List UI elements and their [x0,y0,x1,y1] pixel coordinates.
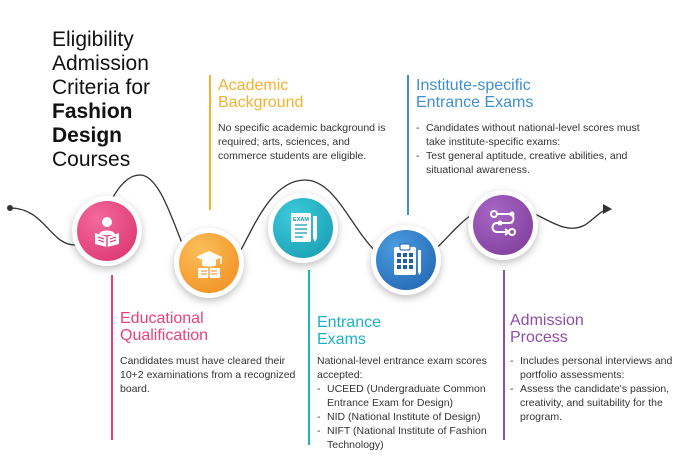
entrance-item: - NIFT (National Institute of Fashion Technology) [317,424,502,452]
exam-icon-label: EXAM [293,217,309,223]
institute-circle [371,225,441,295]
admission-item: - Includes personal interviews and portfolio assessments: [510,354,692,382]
entrance-intro: National-level entrance exam scores accepted: [317,355,487,381]
educational-card [120,310,300,396]
educational-text: Candidates must have cleared their 10+2 examinations from a recognized board. [120,355,296,395]
academic-text: No specific academic background is required; arts, sciences, and commerce students are eligible. [218,122,386,162]
academic-heading-1: Academic [218,77,289,94]
connector-educational [111,275,113,440]
entrance-list [317,382,502,452]
exam-paper-icon [286,210,320,246]
entrance-heading-2: Exams [317,331,366,348]
graduation-book-icon [192,246,226,280]
title-line-2: Admission [52,52,149,75]
connector-academic [209,75,211,210]
wave-start-dot [7,205,13,211]
educational-heading-2: Qualification [120,327,209,344]
title-line-3: Criteria for [52,76,151,99]
entrance-item: - UCEED (Undergraduate Common Entrance Exam for Design) [317,382,502,410]
institute-card [416,77,651,177]
connector-admission [503,270,505,440]
title-bold-2: Design [52,124,123,147]
educational-heading-1: Educational [120,310,204,327]
entrance-heading-1: Entrance [317,314,382,331]
institute-heading-2: Entrance Exams [416,94,534,111]
admission-circle [468,190,538,260]
institute-item: - Test general aptitude, creative abilities, and situational awareness. [416,149,651,177]
wave-arrow-head [603,204,612,214]
institute-item: - Candidates without national-level scores must take institute-specific exams: [416,121,651,149]
entrance-card [317,314,502,452]
title-line-4: Courses [52,148,131,171]
clipboard-grid-icon [389,242,423,278]
academic-heading-2: Background [218,94,304,111]
connector-institute [407,75,409,215]
academic-card [218,77,400,163]
process-flow-icon [485,207,521,243]
entrance-item: - NID (National Institute of Design) [317,410,502,424]
admission-item: - Assess the candidate's passion, creativity, and suitability for the program. [510,382,692,424]
connector-entrance [308,270,310,445]
title-bold-1: Fashion [52,100,133,123]
institute-heading-1: Institute-specific [416,77,531,94]
entrance-circle [268,193,338,263]
educational-circle [72,196,142,266]
student-reading-icon [90,214,124,248]
admission-card [510,312,692,424]
institute-list [416,121,651,177]
title-line-1: Eligibility [52,28,134,51]
academic-circle [174,228,244,298]
admission-heading-1: Admission [510,312,584,329]
admission-list [510,354,692,424]
admission-heading-2: Process [510,329,568,346]
